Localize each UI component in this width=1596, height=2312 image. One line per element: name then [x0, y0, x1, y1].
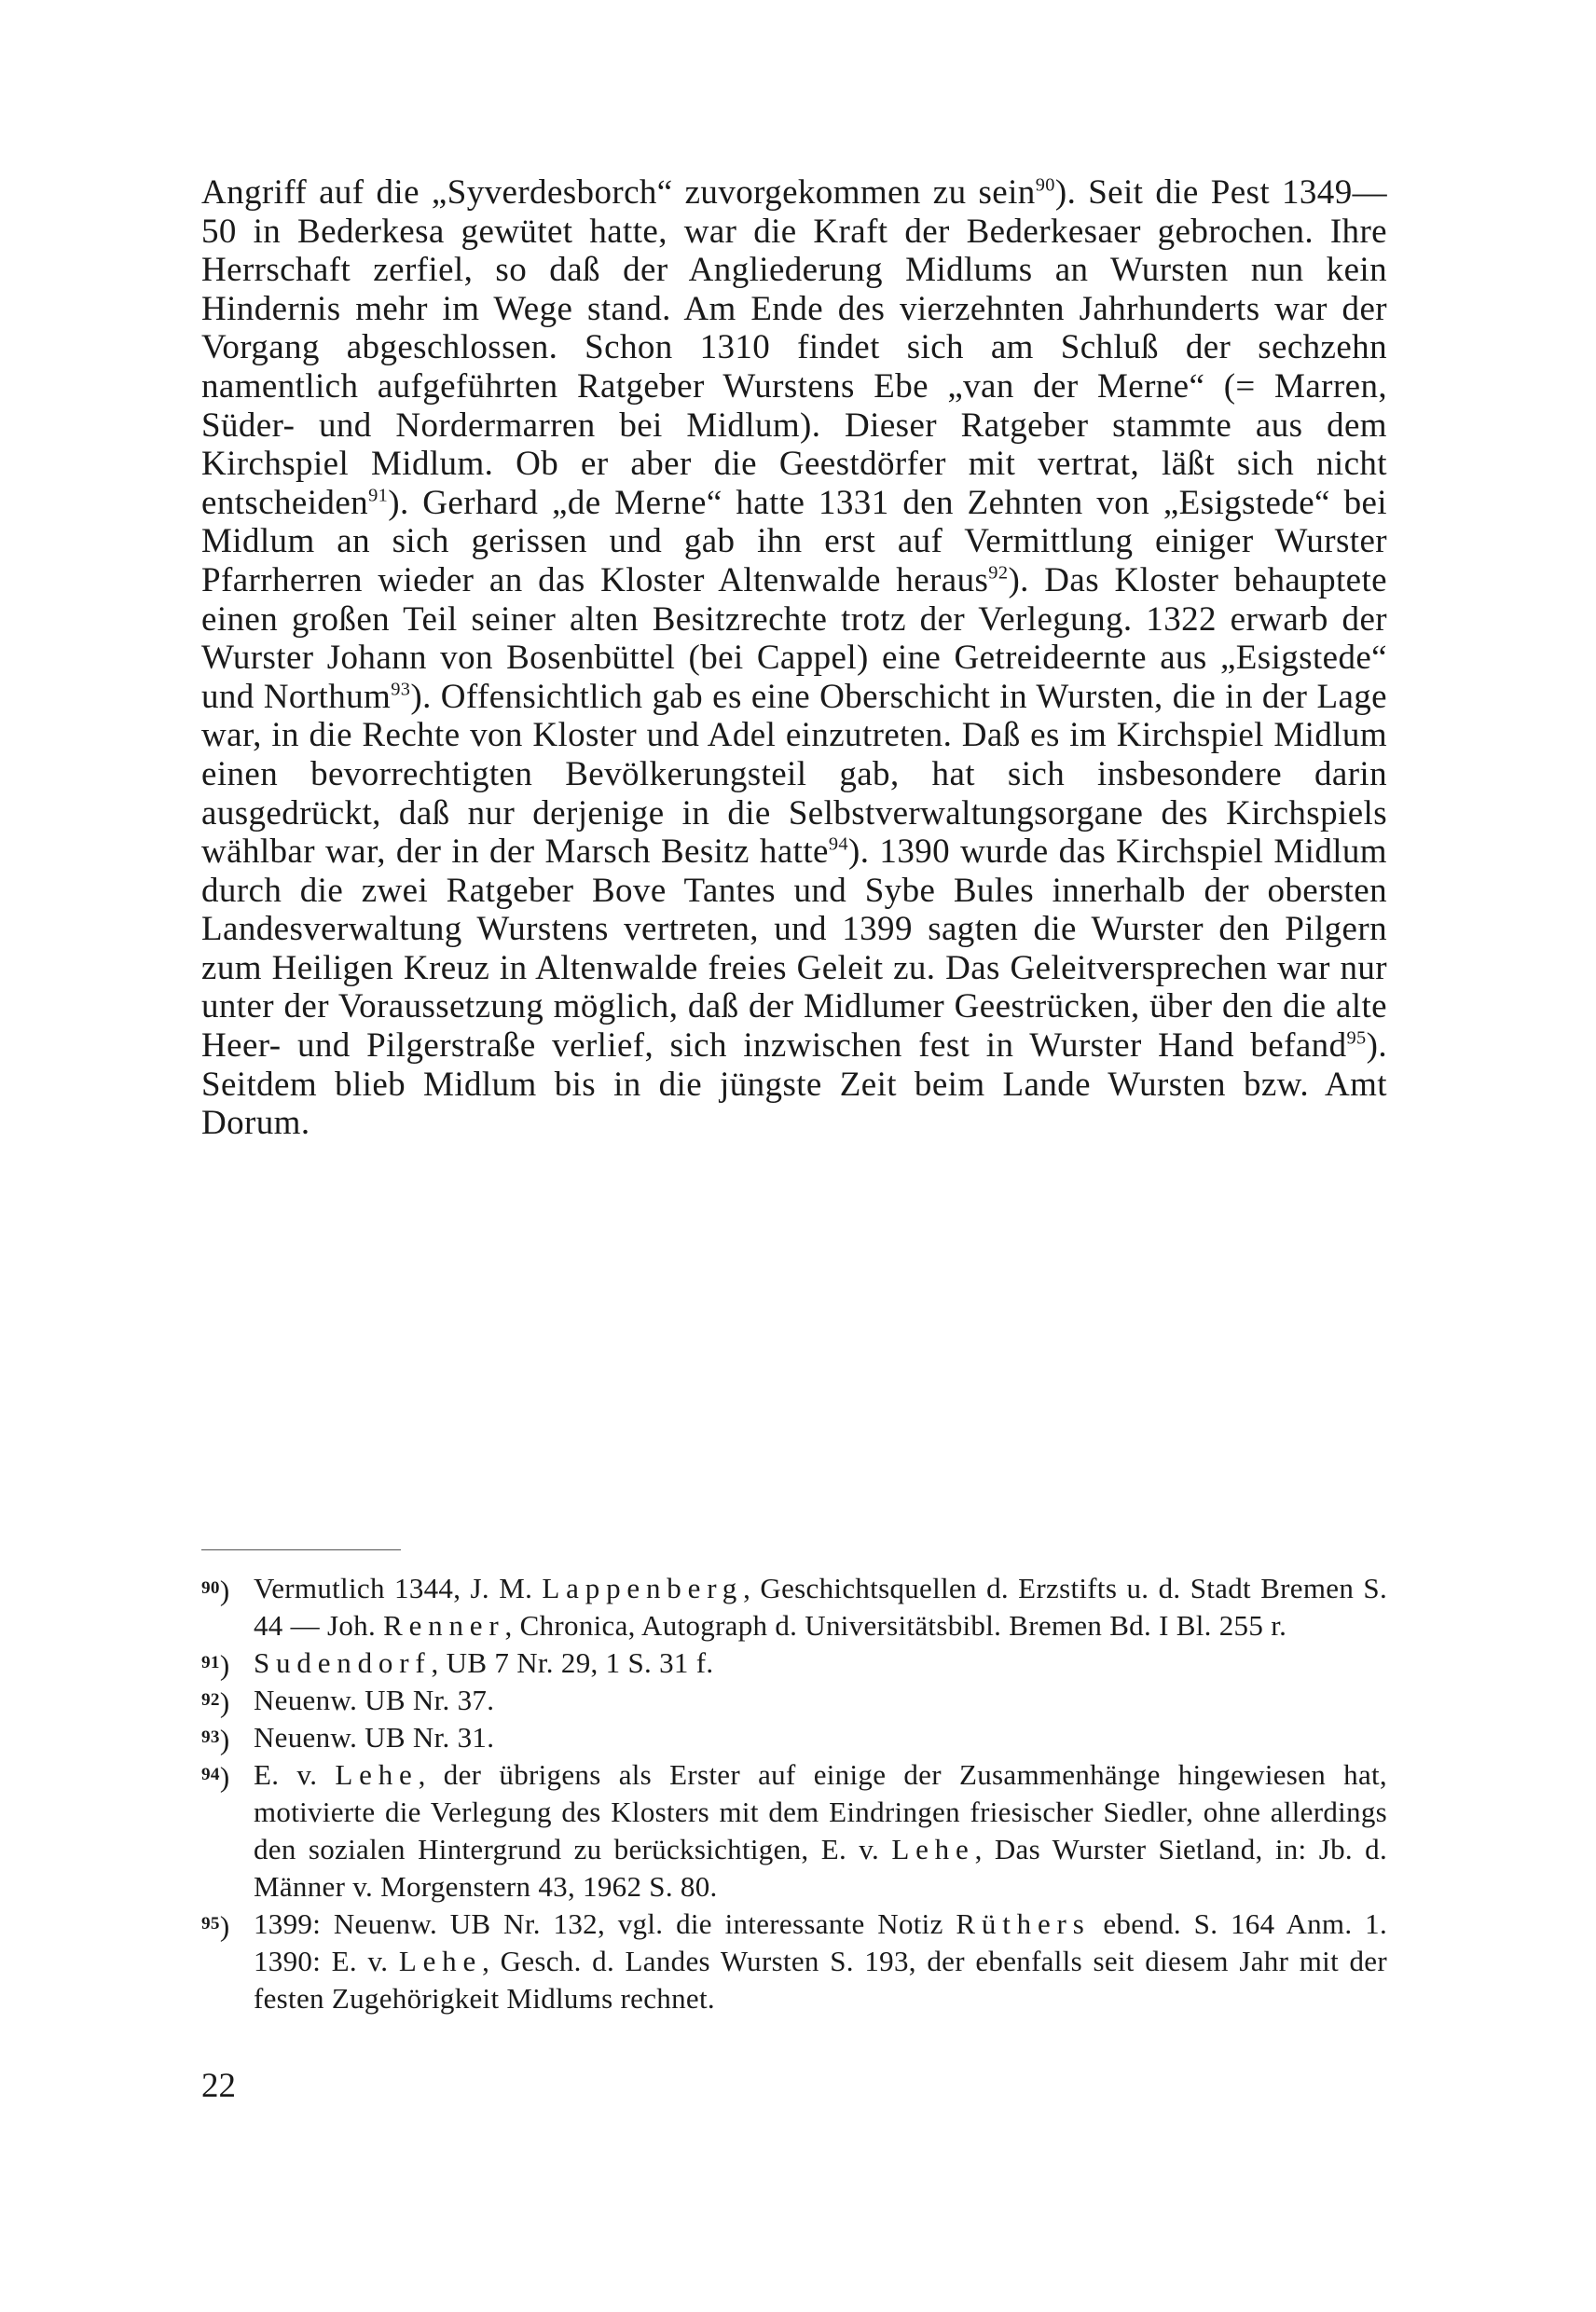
footnote-text: Vermutlich 1344, J. M. Lappenberg, Geschichtsquellen d. Erzstifts u. d. Stadt Bremen S. 44 — Joh. Renner, Chronica, Autograph d. Universitätsbibl. Bremen Bd. I Bl. 255 r.: [254, 1572, 1387, 1642]
main-text-segment: ). 1390 wurde das Kirchspiel Midlum durch die zwei Ratgeber Bove Tantes und Sybe Bules innerhalb der obersten Landesverwaltung Wurstens vertreten, und 1399 sagten die Wurster den Pilgern zum Heiligen Kreuz in Altenwalde freies Geleit zu. Das Geleitversprechen war nur unter der Voraussetzung möglich, daß der Midlumer Geestrücken, über den die alte Heer- und Pilgerstraße verlief, sich inzwischen fest in Wurster Hand befand: [201, 833, 1387, 1066]
main-text-segment: ). Offensichtlich gab es eine Oberschicht in Wursten, die in der Lage war, in die Rechte von Kloster und Adel einzutreten. Daß es im Kirchspiel Midlum einen bevorrechtigten Bevölkerungsteil gab, hat sich insbesondere darin ausgedrückt, daß nur derjenige in die Selbstverwaltungsorgane des Kirchspiels wählbar war, der in der Marsch Besitz hatte: [201, 677, 1387, 872]
footnote-text: E. v. Lehe, der übrigens als Erster auf einige der Zusammenhänge hingewiesen hat, motivierte die Verlegung des Klosters mit dem Eindringen friesischer Siedler, ohne allerdings den sozialen Hintergrund zu berücksichtigen, E. v. Lehe, Das Wurster Sietland, in: Jb. d. Männer v. Morgenstern 43, 1962 S. 80.: [254, 1758, 1387, 1903]
main-text-segment: ). Gerhard „de Merne“ hatte 1331 den Zehnten von „Esigstede“ bei Midlum an sich gerissen und gab ihn erst auf Vermittlung einiger Wurster Pfarrherren wieder an das Kloster Altenwalde heraus: [201, 483, 1387, 599]
footnote-95: [201, 1906, 1387, 2017]
footnote-ref-93: 93: [391, 679, 411, 700]
main-text-segment: ). Das Kloster behauptete einen großen Teil seiner alten Besitzrechte trotz der Verlegung. 1322 erwarb der Wurster Johann von Bosenbüttel (bei Cappel) eine Getreideernte aus „Esigstede“ und Northum: [201, 560, 1387, 716]
spaced-author-name: Rüthers: [956, 1907, 1091, 1940]
footnote-divider: [201, 1549, 401, 1550]
footnote-ref-90: 90: [1035, 174, 1055, 196]
footnote-91: [201, 1645, 1387, 1682]
spaced-author-name: Lehe: [335, 1758, 419, 1791]
footnote-text: Sudendorf, UB 7 Nr. 29, 1 S. 31 f.: [254, 1646, 714, 1679]
footnote-90: [201, 1570, 1387, 1645]
footnote-94: [201, 1756, 1387, 1906]
main-text-segment: ). Seit die Pest 1349—50 in Bederkesa gewütet hatte, war die Kraft der Bederkesaer gebrochen. Ihre Herrschaft zerfiel, so daß der Angliederung Midlums an Wursten nun kein Hindernis mehr im Wege stand. Am Ende des vierzehnten Jahrhunderts war der Vorgang abgeschlossen. Schon 1310 findet sich am Schluß der sechzehn namentlich aufgeführten Ratgeber Wurstens Ebe „van der Merne“ (= Marren, Süder- und Nordermarren bei Midlum). Dieser Ratgeber stammte aus dem Kirchspiel Midlum. Ob er aber die Geestdörfer mit vertrat, läßt sich nicht entscheiden: [201, 173, 1387, 522]
spaced-author-name: Lehe: [398, 1945, 483, 1977]
footnote-marker: $^{92}$): [201, 1686, 230, 1719]
footnote-marker: $^{95}$): [201, 1909, 230, 1943]
spaced-author-name: Sudendorf: [254, 1646, 432, 1679]
footnote-93: [201, 1719, 1387, 1756]
main-text-segment: ). Seitdem blieb Midlum bis in die jüngste Zeit beim Lande Wursten bzw. Amt Dorum.: [201, 1026, 1387, 1143]
footnote-ref-95: 95: [1346, 1027, 1367, 1049]
main-text-segment: Angriff auf die „Syverdesborch“ zuvorgekommen zu sein: [201, 173, 1036, 212]
spaced-author-name: Renner: [383, 1609, 505, 1642]
footnote-text: 1399: Neuenw. UB Nr. 132, vgl. die interessante Notiz Rüthers ebend. S. 164 Anm. 1. 1390: E. v. Lehe, Gesch. d. Landes Wursten S. 193, der ebenfalls seit diesem Jahr mit der festen Zugehörigkeit Midlums rechnet.: [254, 1907, 1387, 2015]
spaced-author-name: Lappenberg: [542, 1572, 744, 1604]
page-number: 22: [201, 2067, 236, 2105]
footnote-marker: $^{94}$): [201, 1760, 230, 1794]
footnote-ref-91: 91: [368, 485, 389, 506]
footnote-text: Neuenw. UB Nr. 31.: [254, 1721, 495, 1754]
footnote-ref-94: 94: [828, 833, 848, 855]
footnote-92: [201, 1682, 1387, 1719]
footnote-marker: $^{91}$): [201, 1648, 230, 1682]
spaced-author-name: Lehe: [891, 1833, 975, 1865]
footnote-text: Neuenw. UB Nr. 37.: [254, 1684, 495, 1716]
footnote-ref-92: 92: [988, 562, 1009, 584]
main-paragraph: [201, 173, 1387, 1143]
footnote-marker: $^{90}$): [201, 1574, 230, 1607]
footnote-marker: $^{93}$): [201, 1723, 230, 1756]
footnotes-list: [201, 1570, 1387, 2017]
